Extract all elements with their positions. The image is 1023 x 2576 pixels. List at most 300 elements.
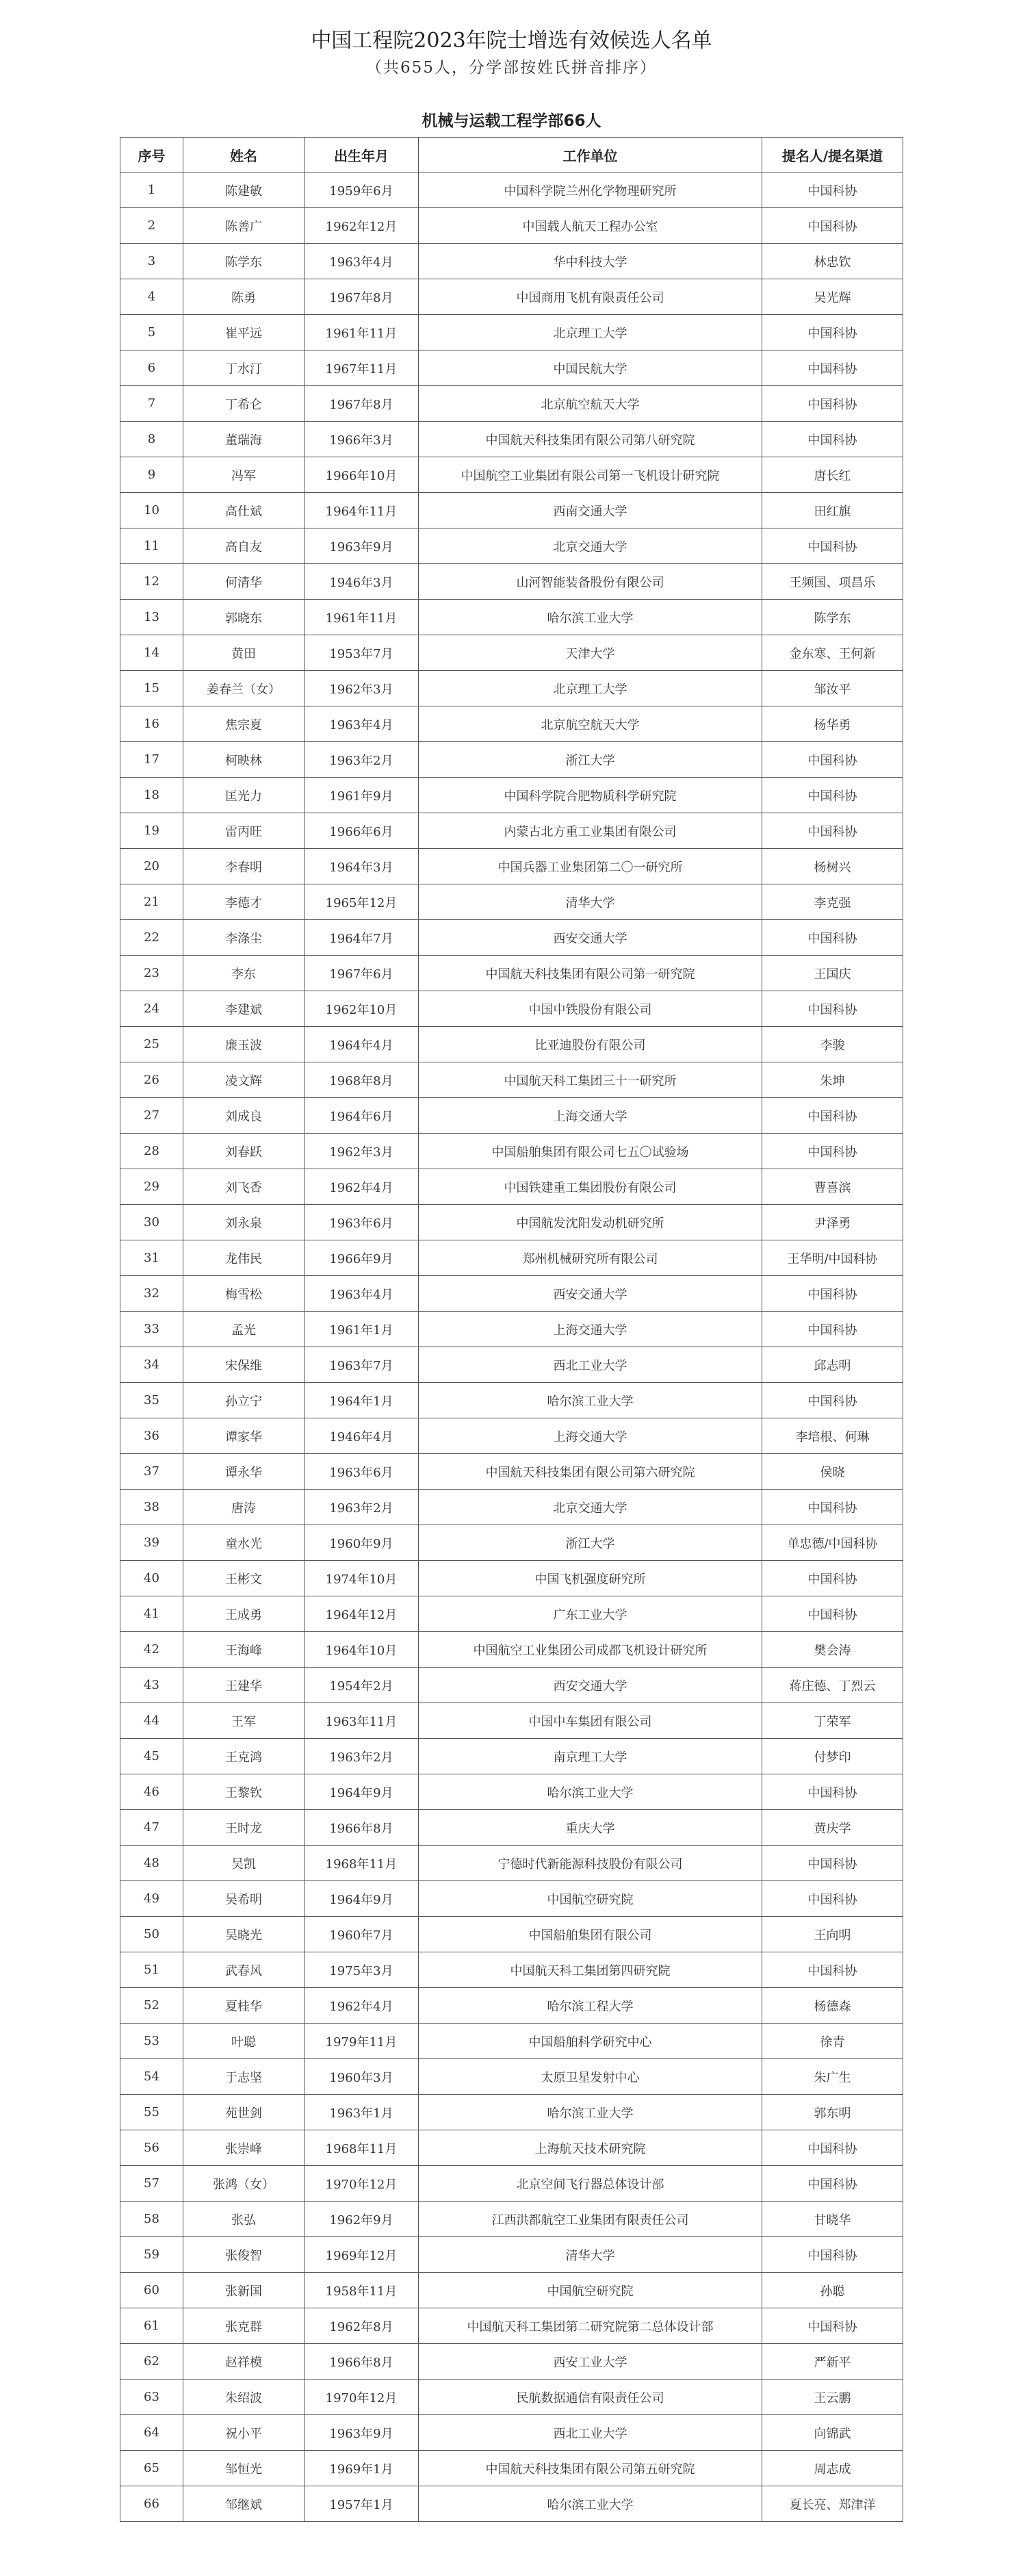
cell-index: 2 (120, 208, 183, 244)
cell-nominator: 王国庆 (762, 956, 903, 991)
cell-name: 夏桂华 (183, 1988, 305, 2024)
cell-name: 丁希仑 (183, 386, 305, 422)
cell-name: 孟光 (183, 1312, 305, 1347)
cell-organization: 中国航天科技集团有限公司第一研究院 (419, 956, 762, 991)
table-row (120, 884, 903, 920)
cell-birth: 1968年11月 (305, 1846, 419, 1881)
cell-nominator: 陈学东 (762, 600, 903, 635)
cell-index: 20 (120, 849, 183, 884)
cell-nominator: 中国科协 (762, 528, 903, 564)
cell-nominator: 侯晓 (762, 1454, 903, 1490)
cell-index: 62 (120, 2344, 183, 2380)
cell-name: 于志坚 (183, 2059, 305, 2095)
cell-name: 吴希明 (183, 1881, 305, 1917)
cell-index: 66 (120, 2486, 183, 2522)
department-heading: 机械与运载工程学部66人 (422, 112, 601, 130)
cell-name: 童水光 (183, 1525, 305, 1561)
cell-organization: 上海航天技术研究院 (419, 2130, 762, 2166)
cell-birth: 1966年6月 (305, 813, 419, 849)
cell-organization: 中国船舶集团有限公司 (419, 1917, 762, 1952)
cell-birth: 1962年12月 (305, 208, 419, 244)
cell-birth: 1964年9月 (305, 1774, 419, 1810)
cell-organization: 浙江大学 (419, 742, 762, 778)
cell-name: 王成勇 (183, 1596, 305, 1632)
cell-nominator: 李培根、何琳 (762, 1418, 903, 1454)
cell-organization: 天津大学 (419, 635, 762, 671)
cell-nominator: 樊会涛 (762, 1632, 903, 1668)
cell-birth: 1963年1月 (305, 2095, 419, 2130)
table-row (120, 244, 903, 279)
cell-index: 64 (120, 2415, 183, 2451)
cell-nominator: 田红旗 (762, 493, 903, 528)
table-row (120, 208, 903, 244)
cell-name: 柯映林 (183, 742, 305, 778)
cell-birth: 1961年9月 (305, 778, 419, 813)
table-row (120, 1312, 903, 1347)
table-row (120, 493, 903, 528)
table-header-row (120, 138, 903, 173)
table-row (120, 706, 903, 742)
cell-organization: 中国航发沈阳发动机研究所 (419, 1205, 762, 1240)
table-row (120, 1596, 903, 1632)
cell-organization: 中国航天科技集团有限公司第五研究院 (419, 2451, 762, 2486)
cell-organization: 中国航空工业集团公司成都飞机设计研究所 (419, 1632, 762, 1668)
table-row (120, 920, 903, 956)
cell-organization: 太原卫星发射中心 (419, 2059, 762, 2095)
cell-birth: 1965年12月 (305, 884, 419, 920)
cell-birth: 1974年10月 (305, 1561, 419, 1596)
table-row (120, 635, 903, 671)
cell-birth: 1959年6月 (305, 173, 419, 208)
cell-nominator: 中国科协 (762, 1774, 903, 1810)
cell-index: 26 (120, 1062, 183, 1098)
cell-name: 谭永华 (183, 1454, 305, 1490)
cell-nominator: 黄庆学 (762, 1810, 903, 1846)
cell-index: 4 (120, 279, 183, 315)
cell-nominator: 甘晓华 (762, 2202, 903, 2237)
cell-nominator: 蒋庄德、丁烈云 (762, 1668, 903, 1703)
header-index: 序号 (120, 138, 183, 173)
cell-birth: 1962年4月 (305, 1169, 419, 1205)
cell-index: 16 (120, 706, 183, 742)
cell-organization: 比亚迪股份有限公司 (419, 1027, 762, 1062)
cell-nominator: 杨德森 (762, 1988, 903, 2024)
cell-organization: 中国商用飞机有限责任公司 (419, 279, 762, 315)
cell-nominator: 中国科协 (762, 778, 903, 813)
cell-nominator: 王频国、项昌乐 (762, 564, 903, 600)
cell-organization: 浙江大学 (419, 1525, 762, 1561)
cell-name: 苑世剑 (183, 2095, 305, 2130)
cell-nominator: 中国科协 (762, 2166, 903, 2202)
cell-name: 何清华 (183, 564, 305, 600)
cell-nominator: 中国科协 (762, 1312, 903, 1347)
cell-nominator: 朱坤 (762, 1062, 903, 1098)
cell-index: 65 (120, 2451, 183, 2486)
cell-index: 38 (120, 1490, 183, 1525)
cell-organization: 西南交通大学 (419, 493, 762, 528)
cell-name: 高仕斌 (183, 493, 305, 528)
cell-nominator: 曹喜滨 (762, 1169, 903, 1205)
cell-name: 王黎钦 (183, 1774, 305, 1810)
cell-birth: 1964年1月 (305, 1383, 419, 1418)
cell-nominator: 中国科协 (762, 742, 903, 778)
table-row (120, 1240, 903, 1276)
cell-index: 3 (120, 244, 183, 279)
cell-nominator: 杨华勇 (762, 706, 903, 742)
cell-birth: 1958年11月 (305, 2273, 419, 2308)
cell-name: 廉玉波 (183, 1027, 305, 1062)
cell-index: 33 (120, 1312, 183, 1347)
cell-birth: 1966年3月 (305, 422, 419, 457)
table-row (120, 1169, 903, 1205)
cell-nominator: 王向明 (762, 1917, 903, 1952)
cell-birth: 1963年7月 (305, 1347, 419, 1383)
cell-index: 9 (120, 457, 183, 493)
cell-organization: 宁德时代新能源科技股份有限公司 (419, 1846, 762, 1881)
cell-index: 49 (120, 1881, 183, 1917)
cell-organization: 北京交通大学 (419, 528, 762, 564)
cell-organization: 中国飞机强度研究所 (419, 1561, 762, 1596)
cell-organization: 北京航空航天大学 (419, 386, 762, 422)
cell-name: 李德才 (183, 884, 305, 920)
cell-index: 10 (120, 493, 183, 528)
cell-organization: 郑州机械研究所有限公司 (419, 1240, 762, 1276)
cell-name: 张克群 (183, 2308, 305, 2344)
table-row (120, 956, 903, 991)
cell-organization: 中国科学院兰州化学物理研究所 (419, 173, 762, 208)
cell-birth: 1966年9月 (305, 1240, 419, 1276)
cell-organization: 哈尔滨工业大学 (419, 1774, 762, 1810)
cell-nominator: 邱志明 (762, 1347, 903, 1383)
cell-name: 武春风 (183, 1952, 305, 1988)
table-row (120, 350, 903, 386)
cell-birth: 1962年9月 (305, 2202, 419, 2237)
cell-nominator: 李克强 (762, 884, 903, 920)
cell-name: 张弘 (183, 2202, 305, 2237)
cell-organization: 清华大学 (419, 2237, 762, 2273)
cell-name: 董瑞海 (183, 422, 305, 457)
cell-organization: 北京理工大学 (419, 315, 762, 350)
cell-birth: 1967年11月 (305, 350, 419, 386)
cell-organization: 哈尔滨工业大学 (419, 600, 762, 635)
cell-name: 王时龙 (183, 1810, 305, 1846)
cell-organization: 民航数据通信有限责任公司 (419, 2380, 762, 2415)
cell-name: 陈学东 (183, 244, 305, 279)
cell-birth: 1963年9月 (305, 2415, 419, 2451)
table-row (120, 2273, 903, 2308)
table-row (120, 2166, 903, 2202)
table-row (120, 2024, 903, 2059)
table-row (120, 422, 903, 457)
cell-birth: 1975年3月 (305, 1952, 419, 1988)
cell-name: 吴晓光 (183, 1917, 305, 1952)
cell-index: 23 (120, 956, 183, 991)
cell-nominator: 中国科协 (762, 386, 903, 422)
cell-organization: 哈尔滨工业大学 (419, 2486, 762, 2522)
cell-index: 29 (120, 1169, 183, 1205)
cell-birth: 1963年2月 (305, 1490, 419, 1525)
table-row (120, 2415, 903, 2451)
cell-index: 11 (120, 528, 183, 564)
cell-organization: 哈尔滨工业大学 (419, 2095, 762, 2130)
cell-nominator: 吴光辉 (762, 279, 903, 315)
cell-birth: 1969年12月 (305, 2237, 419, 2273)
cell-name: 王海峰 (183, 1632, 305, 1668)
cell-nominator: 郭东明 (762, 2095, 903, 2130)
cell-organization: 中国航天科工集团三十一研究所 (419, 1062, 762, 1098)
cell-name: 焦宗夏 (183, 706, 305, 742)
cell-organization: 南京理工大学 (419, 1739, 762, 1774)
cell-birth: 1964年3月 (305, 849, 419, 884)
cell-index: 32 (120, 1276, 183, 1312)
cell-index: 55 (120, 2095, 183, 2130)
cell-name: 王克鸿 (183, 1739, 305, 1774)
cell-nominator: 中国科协 (762, 1383, 903, 1418)
cell-index: 43 (120, 1668, 183, 1703)
cell-birth: 1979年11月 (305, 2024, 419, 2059)
cell-nominator: 中国科协 (762, 1561, 903, 1596)
table-row (120, 1846, 903, 1881)
cell-nominator: 林忠钦 (762, 244, 903, 279)
cell-name: 冯军 (183, 457, 305, 493)
cell-name: 吴凯 (183, 1846, 305, 1881)
cell-index: 50 (120, 1917, 183, 1952)
cell-name: 张俊智 (183, 2237, 305, 2273)
cell-birth: 1964年11月 (305, 493, 419, 528)
cell-birth: 1970年12月 (305, 2380, 419, 2415)
cell-nominator: 中国科协 (762, 813, 903, 849)
cell-name: 龙伟民 (183, 1240, 305, 1276)
cell-organization: 西北工业大学 (419, 1347, 762, 1383)
table-row (120, 1490, 903, 1525)
cell-birth: 1946年3月 (305, 564, 419, 600)
table-row (120, 1062, 903, 1098)
cell-name: 陈善广 (183, 208, 305, 244)
cell-birth: 1967年8月 (305, 279, 419, 315)
cell-name: 朱绍波 (183, 2380, 305, 2415)
cell-birth: 1966年8月 (305, 2344, 419, 2380)
cell-name: 黄田 (183, 635, 305, 671)
cell-birth: 1962年3月 (305, 671, 419, 706)
cell-organization: 北京航空航天大学 (419, 706, 762, 742)
cell-nominator: 中国科协 (762, 422, 903, 457)
cell-index: 36 (120, 1418, 183, 1454)
table-row (120, 991, 903, 1027)
cell-index: 31 (120, 1240, 183, 1276)
cell-nominator: 王云鹏 (762, 2380, 903, 2415)
cell-birth: 1969年1月 (305, 2451, 419, 2486)
table-row (120, 1098, 903, 1134)
cell-birth: 1968年11月 (305, 2130, 419, 2166)
table-row (120, 1347, 903, 1383)
table-row (120, 2344, 903, 2380)
cell-nominator: 朱广生 (762, 2059, 903, 2095)
cell-nominator: 中国科协 (762, 1881, 903, 1917)
cell-index: 19 (120, 813, 183, 849)
cell-name: 雷丙旺 (183, 813, 305, 849)
cell-name: 宋保维 (183, 1347, 305, 1383)
cell-birth: 1963年2月 (305, 1739, 419, 1774)
cell-organization: 中国中车集团有限公司 (419, 1703, 762, 1739)
cell-index: 24 (120, 991, 183, 1027)
cell-nominator: 中国科协 (762, 920, 903, 956)
cell-nominator: 中国科协 (762, 2308, 903, 2344)
cell-organization: 西北工业大学 (419, 2415, 762, 2451)
cell-index: 53 (120, 2024, 183, 2059)
cell-name: 刘永泉 (183, 1205, 305, 1240)
cell-index: 34 (120, 1347, 183, 1383)
cell-index: 44 (120, 1703, 183, 1739)
cell-birth: 1963年9月 (305, 528, 419, 564)
cell-birth: 1963年6月 (305, 1205, 419, 1240)
cell-organization: 中国航空研究院 (419, 1881, 762, 1917)
cell-name: 崔平远 (183, 315, 305, 350)
table-row (120, 279, 903, 315)
cell-index: 15 (120, 671, 183, 706)
cell-name: 凌文辉 (183, 1062, 305, 1098)
cell-index: 12 (120, 564, 183, 600)
cell-organization: 重庆大学 (419, 1810, 762, 1846)
cell-nominator: 唐长红 (762, 457, 903, 493)
cell-index: 46 (120, 1774, 183, 1810)
cell-index: 45 (120, 1739, 183, 1774)
cell-name: 叶聪 (183, 2024, 305, 2059)
cell-organization: 中国航天科技集团有限公司第八研究院 (419, 422, 762, 457)
cell-index: 42 (120, 1632, 183, 1668)
cell-index: 21 (120, 884, 183, 920)
table-row (120, 315, 903, 350)
cell-index: 5 (120, 315, 183, 350)
cell-index: 59 (120, 2237, 183, 2273)
cell-organization: 上海交通大学 (419, 1312, 762, 1347)
cell-index: 47 (120, 1810, 183, 1846)
table-row (120, 2237, 903, 2273)
cell-organization: 中国民航大学 (419, 350, 762, 386)
cell-name: 张新国 (183, 2273, 305, 2308)
table-row (120, 1276, 903, 1312)
cell-organization: 西安交通大学 (419, 920, 762, 956)
cell-name: 郭晓东 (183, 600, 305, 635)
cell-nominator: 中国科协 (762, 315, 903, 350)
table-row (120, 1561, 903, 1596)
cell-birth: 1963年4月 (305, 706, 419, 742)
cell-index: 51 (120, 1952, 183, 1988)
cell-organization: 清华大学 (419, 884, 762, 920)
cell-birth: 1970年12月 (305, 2166, 419, 2202)
cell-organization: 华中科技大学 (419, 244, 762, 279)
cell-birth: 1962年8月 (305, 2308, 419, 2344)
cell-name: 梅雪松 (183, 1276, 305, 1312)
cell-nominator: 李骏 (762, 1027, 903, 1062)
table-row (120, 564, 903, 600)
cell-nominator: 中国科协 (762, 2130, 903, 2166)
cell-birth: 1953年7月 (305, 635, 419, 671)
cell-nominator: 中国科协 (762, 1952, 903, 1988)
cell-name: 邹继斌 (183, 2486, 305, 2522)
cell-organization: 中国中铁股份有限公司 (419, 991, 762, 1027)
cell-birth: 1964年6月 (305, 1098, 419, 1134)
table-row (120, 173, 903, 208)
cell-index: 61 (120, 2308, 183, 2344)
cell-index: 1 (120, 173, 183, 208)
cell-organization: 中国载人航天工程办公室 (419, 208, 762, 244)
cell-name: 孙立宁 (183, 1383, 305, 1418)
cell-index: 7 (120, 386, 183, 422)
cell-birth: 1961年11月 (305, 600, 419, 635)
cell-nominator: 中国科协 (762, 1276, 903, 1312)
cell-index: 13 (120, 600, 183, 635)
cell-index: 63 (120, 2380, 183, 2415)
table-row (120, 1134, 903, 1169)
cell-nominator: 付梦印 (762, 1739, 903, 1774)
table-row (120, 2308, 903, 2344)
document-subtitle: （共655人，分学部按姓氏拼音排序） (366, 59, 657, 77)
cell-organization: 中国船舶集团有限公司七五〇试验场 (419, 1134, 762, 1169)
table-row (120, 1952, 903, 1988)
cell-name: 邹恒光 (183, 2451, 305, 2486)
cell-organization: 北京交通大学 (419, 1490, 762, 1525)
cell-name: 刘春跃 (183, 1134, 305, 1169)
table-row (120, 813, 903, 849)
table-row (120, 2130, 903, 2166)
table-row (120, 1418, 903, 1454)
cell-name: 赵祥模 (183, 2344, 305, 2380)
cell-birth: 1968年8月 (305, 1062, 419, 1098)
cell-nominator: 中国科协 (762, 1846, 903, 1881)
table-row (120, 457, 903, 493)
cell-nominator: 中国科协 (762, 208, 903, 244)
cell-nominator: 中国科协 (762, 1596, 903, 1632)
cell-index: 8 (120, 422, 183, 457)
cell-organization: 中国兵器工业集团第二〇一研究所 (419, 849, 762, 884)
cell-birth: 1963年11月 (305, 1703, 419, 1739)
table-row (120, 742, 903, 778)
table-row (120, 600, 903, 635)
cell-index: 56 (120, 2130, 183, 2166)
cell-birth: 1963年4月 (305, 244, 419, 279)
cell-index: 17 (120, 742, 183, 778)
cell-organization: 北京理工大学 (419, 671, 762, 706)
table-body (120, 173, 903, 2522)
table-row (120, 1454, 903, 1490)
table-row (120, 2095, 903, 2130)
cell-name: 张鸿（女） (183, 2166, 305, 2202)
cell-birth: 1963年4月 (305, 1276, 419, 1312)
cell-birth: 1957年1月 (305, 2486, 419, 2522)
cell-birth: 1960年3月 (305, 2059, 419, 2095)
cell-nominator: 中国科协 (762, 991, 903, 1027)
cell-organization: 中国航天科工集团第四研究院 (419, 1952, 762, 1988)
cell-index: 57 (120, 2166, 183, 2202)
table-row (120, 1703, 903, 1739)
cell-birth: 1966年10月 (305, 457, 419, 493)
cell-organization: 中国科学院合肥物质科学研究院 (419, 778, 762, 813)
cell-name: 王军 (183, 1703, 305, 1739)
cell-birth: 1946年4月 (305, 1418, 419, 1454)
cell-organization: 中国航天科工集团第二研究院第二总体设计部 (419, 2308, 762, 2344)
table-row (120, 1881, 903, 1917)
header-nominator: 提名人/提名渠道 (762, 138, 903, 173)
header-name: 姓名 (183, 138, 305, 173)
cell-birth: 1963年6月 (305, 1454, 419, 1490)
cell-birth: 1962年4月 (305, 1988, 419, 2024)
cell-index: 14 (120, 635, 183, 671)
cell-name: 李建斌 (183, 991, 305, 1027)
table-row (120, 1383, 903, 1418)
cell-organization: 哈尔滨工业大学 (419, 1383, 762, 1418)
table-row (120, 2486, 903, 2522)
cell-organization: 上海交通大学 (419, 1098, 762, 1134)
